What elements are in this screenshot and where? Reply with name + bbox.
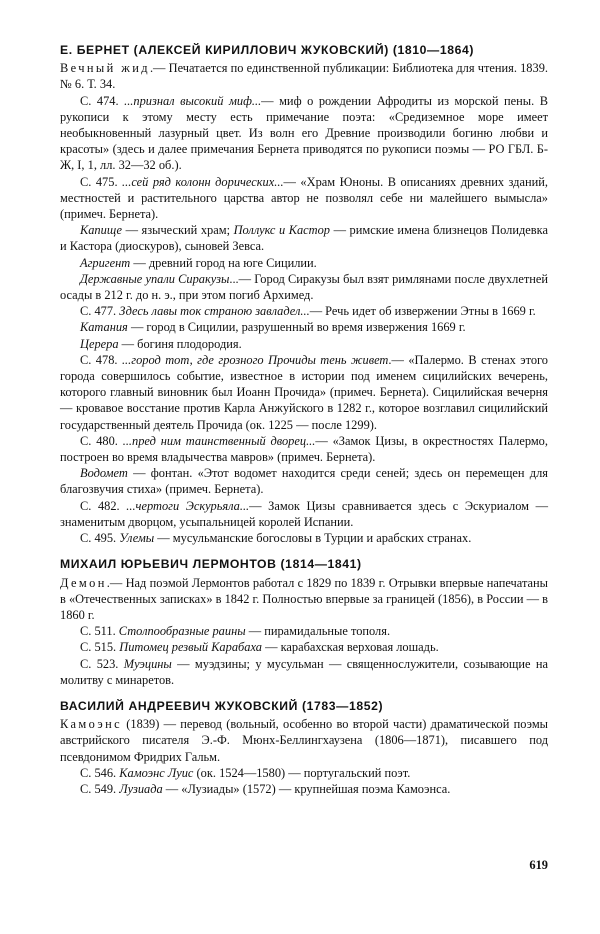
section-heading-zhukovsky: ВАСИЛИЙ АНДРЕЕВИЧ ЖУКОВСКИЙ (1783—1852): [60, 698, 384, 713]
note-kapishche: Капище — языческий храм; Поллукс и Кастор — римские имена близнецов Полидевка и Кастора (диоскуров), сыновей Зевса.: [60, 223, 548, 254]
note-495: С. 495. Улемы — мусульманские богословы в Турции и арабских странах.: [80, 531, 472, 546]
page-number: 619: [529, 858, 548, 872]
note-478: С. 478. ...город тот, где грозного Прочиды тень живет.— «Палермо. В стенах этого города совершилось событие, известное в истории под именем сицилийских вечерень, которого главный виновник был Иоанн Прочида» (примеч. Бернета). Сицилийская вечерня — кровавое восстание против Карла Анжуйского в 1282 г., которое возглавил сицилийский государственный деятель Прочида (ок. 1225 — после 1299).: [60, 352, 548, 432]
section-heading-lermontov: МИХАИЛ ЮРЬЕВИЧ ЛЕРМОНТОВ (1814—1841): [60, 557, 362, 572]
work-title: Демон: [60, 575, 107, 590]
note-katania: Катания — город в Сицилии, разрушенный во время извержения 1669 г.: [80, 320, 466, 335]
work-title: Вечный жид: [60, 61, 150, 76]
note-549: С. 549. Лузиада — «Лузиады» (1572) — крупнейшая поэма Камоэнса.: [80, 781, 451, 796]
intro-kamoens: Камоэнс (1839) — перевод (вольный, особенно во второй части) драматической поэмы австрийского писателя Э.-Ф. Мюнх-Беллингхаузена (1806—1871), писавшего под псевдонимом Фридрих Гальм.: [60, 717, 548, 764]
note-511: С. 511. Столпообразные раины — пирамидальные тополя.: [80, 624, 391, 639]
note-syracuse: Державные упали Сиракузы...— Город Сиракузы был взят римлянами после двухлетней осады в 212 г. до н. э., при этом погиб Архимед.: [60, 271, 548, 303]
note-482: С. 482. ...чертоги Эскурьяла...— Замок Цизы сравнивается здесь с Эскуриалом — знаменитым дворцом, усыпальницей королей Испании.: [60, 498, 548, 529]
note-474: С. 474. ...признал высокий миф...— миф о рождении Афродиты из морской пены. В рукописи к этому месту есть примечание поэта: «Средиземное море имеет необыкновенный лазурный цвет. Из волн его Древние производили богиню любви и красоты» (здесь и далее примечания Бернета приводятся по рукописи поэмы — РО ГБЛ. Б-Ж, I, 1, лл. 32—32 об.).: [60, 93, 548, 173]
note-tserera: Церера — богиня плодородия.: [80, 336, 242, 351]
note-vodomet: Водомет — фонтан. «Этот водомет находится среди сеней; здесь он перемещен для благозвучия стиха» (примеч. Бернета).: [60, 466, 548, 497]
note-546: С. 546. Камоэнс Луис (ок. 1524—1580) — португальский поэт.: [80, 765, 411, 780]
note-523: С. 523. Муэцины — муэдзины; у мусульман — священнослужители, созывающие на молитву с минаретов.: [60, 656, 548, 687]
note-agrigent: Агригент — древний город на юге Сицилии.: [80, 255, 317, 270]
note-477: С. 477. Здесь лавы ток страною завладел...— Речь идет об извержении Этны в 1669 г.: [80, 304, 536, 319]
intro-demon: Демон.— Над поэмой Лермонтов работал с 1829 по 1839 г. Отрывки впервые напечатаны в «Отечественных записках» в 1842 г. Полностью впервые за границей (1856), в России — в 1860 г.: [60, 575, 548, 622]
work-title: Камоэнс: [60, 717, 123, 732]
note-515: С. 515. Питомец резвый Карабаха — карабахская верховая лошадь.: [80, 640, 439, 655]
intro-vechny-zhid: Вечный жид.— Печатается по единственной публикации: Библиотека для чтения. 1839. № 6. Т. 34.: [60, 61, 548, 92]
note-475: С. 475. ...сей ряд колонн дорических...— «Храм Юноны. В описаниях древних зданий, местностей и растительного царства автор не позволял себе ни малейшего вымысла» (примеч. Бернета).: [60, 174, 548, 222]
section-heading-bernet: Е. БЕРНЕТ (АЛЕКСЕЙ КИРИЛЛОВИЧ ЖУКОВСКИЙ) (1810—1864): [60, 43, 474, 57]
note-480: С. 480. ...пред ним таинственный дворец...— «Замок Цизы, в окрестностях Палермо, построен во время владычества мавров» (примеч. Бернета).: [60, 433, 548, 465]
